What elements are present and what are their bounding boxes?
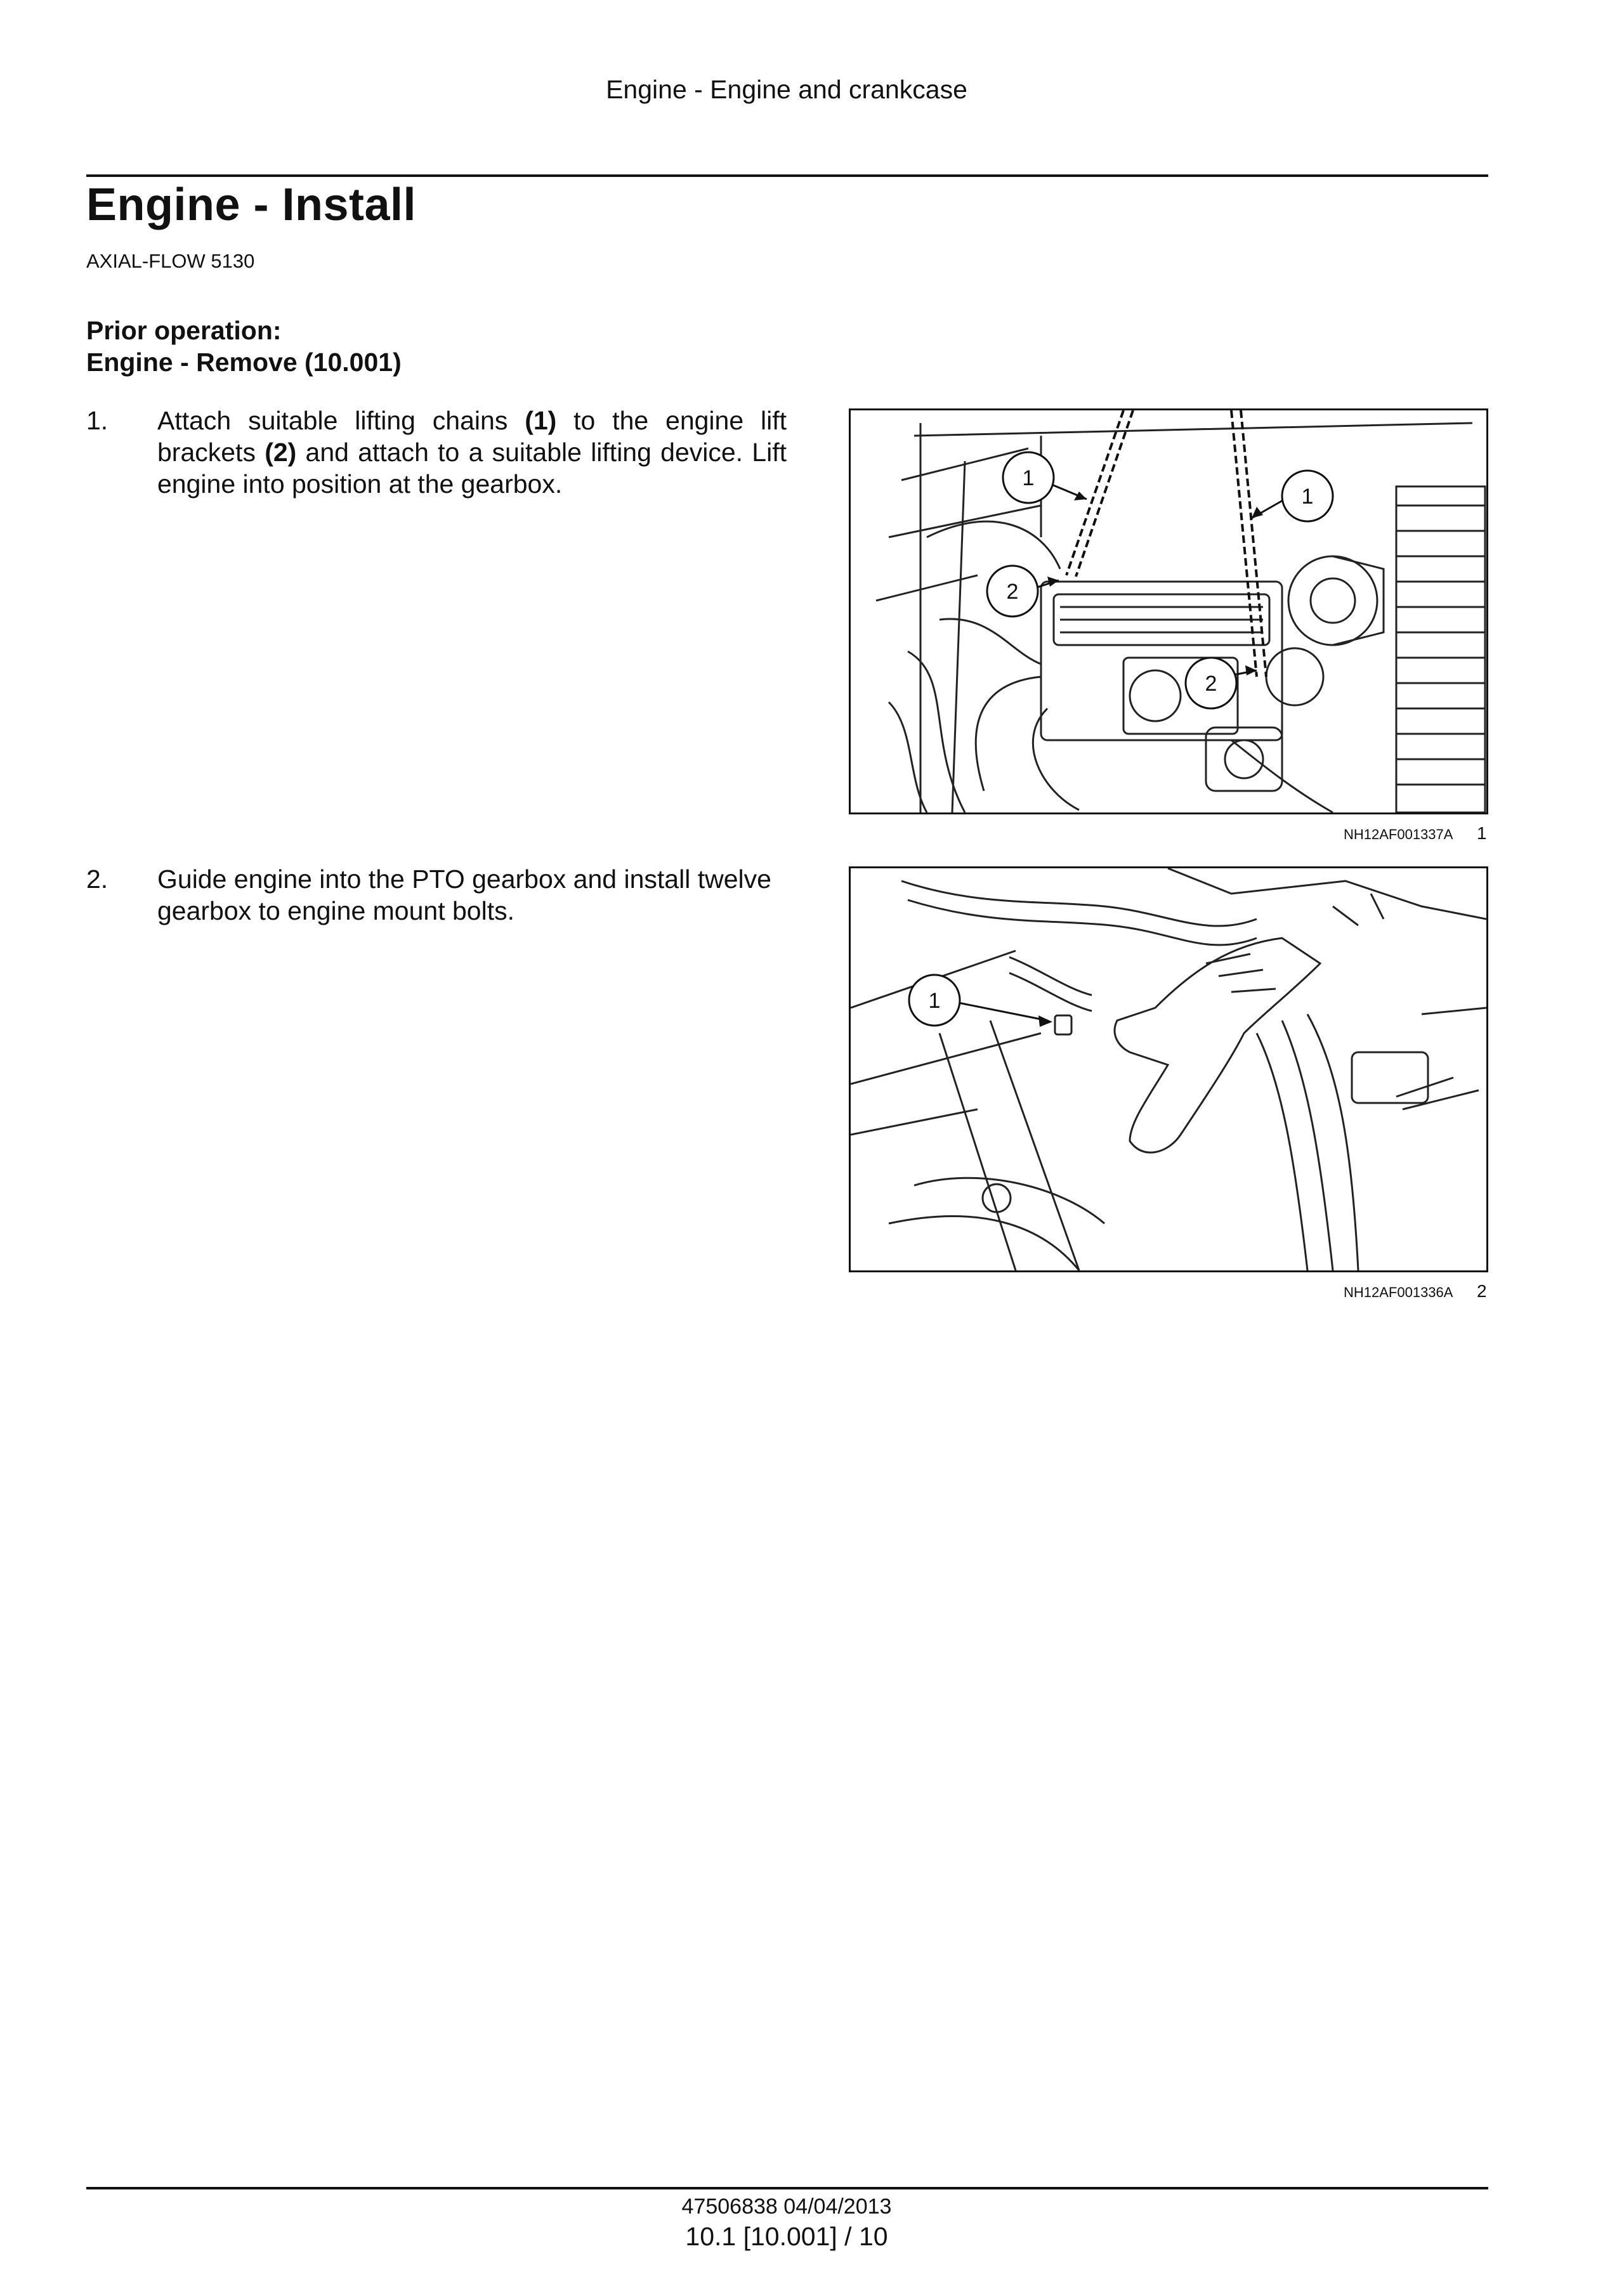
step-1-text-c: and attach to a suitable lifting device. Lift engine into position at the gearbox. (157, 438, 787, 499)
callout-ref-1: (1) (525, 406, 557, 435)
figure-2-code: NH12AF001336A (1344, 1284, 1453, 1300)
callout-ref-2: (2) (265, 438, 297, 467)
figure-1-number: 1 (1477, 823, 1487, 843)
figure-2-number: 2 (1477, 1281, 1487, 1301)
step-2-text: Guide engine into the PTO gearbox and install twelve gearbox to engine mount bolts. (157, 864, 771, 925)
svg-text:2: 2 (1006, 580, 1019, 604)
svg-text:1: 1 (928, 989, 941, 1013)
model-label: AXIAL-FLOW 5130 (86, 250, 255, 272)
callout-2b (1186, 658, 1236, 708)
callout-2a (987, 566, 1038, 616)
step-1-text-a: Attach suitable lifting chains (157, 406, 525, 435)
figure-2-gearbox-bolts (849, 866, 1488, 1272)
page-title: Engine - Install (86, 179, 417, 230)
svg-text:1: 1 (1301, 485, 1314, 509)
callout-1b (1282, 471, 1333, 521)
engine-lifting-illustration (851, 410, 1486, 812)
running-header: Engine - Engine and crankcase (606, 75, 967, 104)
callout-1 (909, 975, 960, 1026)
header-rule (86, 174, 1488, 177)
prior-operation-link[interactable]: Engine - Remove (10.001) (86, 348, 402, 377)
prior-operation-label: Prior operation: (86, 316, 282, 345)
step-1-number: 1. (86, 406, 108, 435)
callout-1a (1003, 452, 1054, 503)
step-1-text-b: to the engine lift brackets (157, 406, 787, 467)
figure-1-engine-lifting (849, 408, 1488, 814)
svg-text:2: 2 (1205, 672, 1217, 696)
document-id: 47506838 04/04/2013 (681, 2195, 892, 2219)
step-2-number: 2. (86, 864, 108, 894)
page-reference: 10.1 [10.001] / 10 (685, 2222, 888, 2251)
svg-text:1: 1 (1022, 466, 1035, 490)
step-1-text (157, 405, 787, 500)
gearbox-bolt-illustration (851, 868, 1486, 1270)
footer-rule (86, 2187, 1488, 2189)
figure-1-code: NH12AF001337A (1344, 826, 1453, 842)
